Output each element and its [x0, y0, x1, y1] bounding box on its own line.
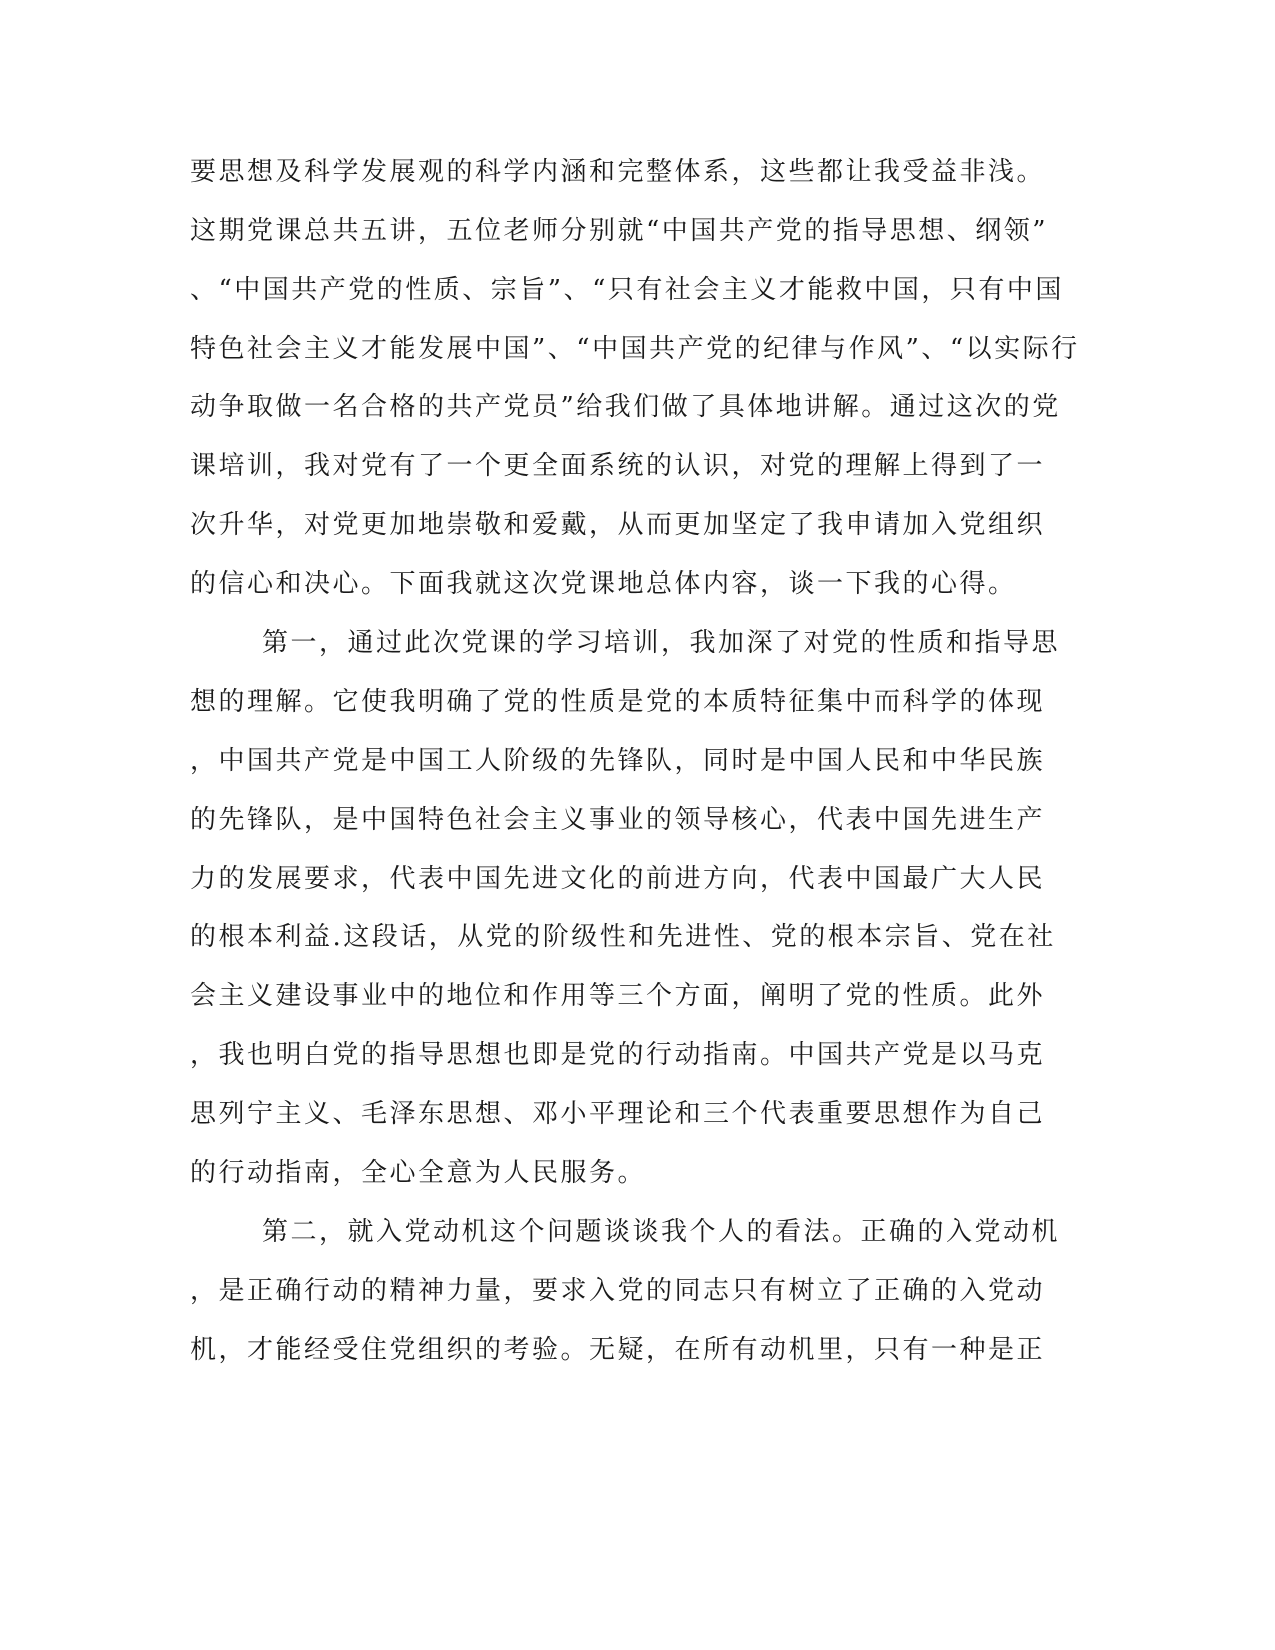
text-line: 这期党课总共五讲，五位老师分别就“中国共产党的指导思想、纲领” [190, 216, 1049, 246]
paragraph-start-line: 第一，通过此次党课的学习培训，我加深了对党的性质和指导思 [262, 628, 1061, 658]
text-line: 的行动指南，全心全意为人民服务。 [190, 1158, 647, 1188]
text-line: 、“中国共产党的性质、宗旨”、“只有社会主义才能救中国，只有中国 [190, 275, 1064, 305]
text-line: 要思想及科学发展观的科学内涵和完整体系，这些都让我受益非浅。 [190, 157, 1046, 187]
text-line: 的根本利益.这段话，从党的阶级性和先进性、党的根本宗旨、党在社 [190, 922, 1056, 952]
text-line: 机，才能经受住党组织的考验。无疑，在所有动机里，只有一种是正 [190, 1335, 1046, 1365]
text-line: ，我也明白党的指导思想也即是党的行动指南。中国共产党是以马克 [190, 1040, 1046, 1070]
text-line: 思列宁主义、毛泽东思想、邓小平理论和三个代表重要思想作为自己 [190, 1099, 1046, 1129]
paragraph-start-line: 第二，就入党动机这个问题谈谈我个人的看法。正确的入党动机 [262, 1217, 1061, 1247]
text-line: 想的理解。它使我明确了党的性质是党的本质特征集中而科学的体现 [190, 687, 1046, 717]
text-line: 特色社会主义才能发展中国”、“中国共产党的纪律与作风”、“以实际行 [190, 334, 1080, 364]
text-line: ，中国共产党是中国工人阶级的先锋队，同时是中国人民和中华民族 [190, 746, 1046, 776]
text-line: 动争取做一名合格的共产党员”给我们做了具体地讲解。通过这次的党 [190, 392, 1061, 422]
text-line: 次升华，对党更加地崇敬和爱戴，从而更加坚定了我申请加入党组织 [190, 510, 1046, 540]
text-line: 力的发展要求，代表中国先进文化的前进方向，代表中国最广大人民 [190, 864, 1046, 894]
text-line: ，是正确行动的精神力量，要求入党的同志只有树立了正确的入党动 [190, 1276, 1046, 1306]
text-line: 的信心和决心。下面我就这次党课地总体内容，谈一下我的心得。 [190, 569, 1017, 599]
text-line: 会主义建设事业中的地位和作用等三个方面，阐明了党的性质。此外 [190, 981, 1046, 1011]
text-line: 课培训，我对党有了一个更全面系统的认识，对党的理解上得到了一 [190, 451, 1046, 481]
text-line: 的先锋队，是中国特色社会主义事业的领导核心，代表中国先进生产 [190, 805, 1046, 835]
